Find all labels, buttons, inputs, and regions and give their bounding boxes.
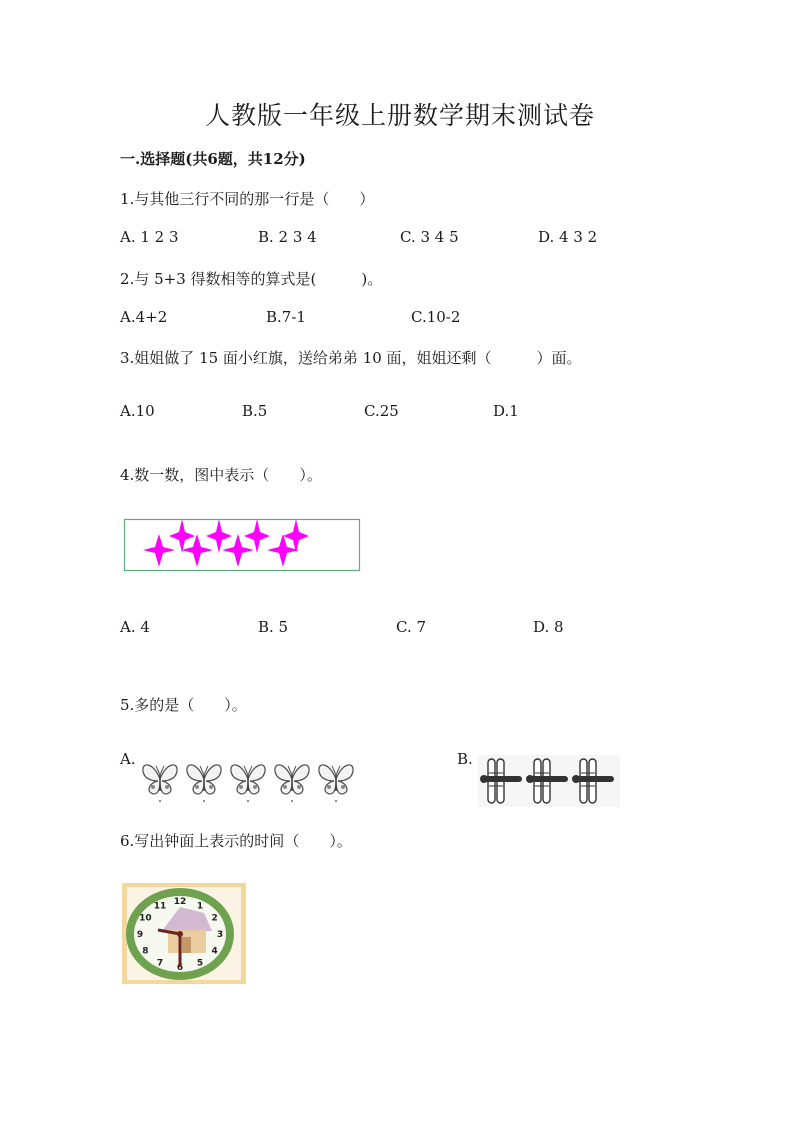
q3-option-b: B.5 [242, 402, 268, 420]
question-4: 4.数一数，图中表示（ ）。 [120, 466, 322, 484]
clock-number: 9 [136, 930, 144, 940]
q4-option-d: D. 8 [533, 618, 564, 636]
q2-option-a: A.4+2 [120, 308, 168, 326]
q5-option-a: A. [120, 750, 136, 768]
question-3: 3.姐姐做了 15 面小红旗，送给弟弟 10 面，姐姐还剩（ ）面。 [120, 349, 582, 367]
q3-option-d: D.1 [493, 402, 519, 420]
clock-number: 6 [176, 963, 184, 973]
butterfly-icon [275, 765, 309, 802]
q1-option-a: A. 1 2 3 [120, 228, 179, 246]
butterfly-icon [187, 765, 221, 802]
q3-option-a: A.10 [120, 402, 155, 420]
q1-option-d: D. 4 3 2 [538, 228, 598, 246]
clock-figure [122, 883, 246, 984]
stars-figure [124, 519, 361, 572]
clock-number: 3 [216, 930, 224, 940]
q4-option-a: A. 4 [120, 618, 150, 636]
clock-number: 2 [211, 913, 218, 924]
q4-option-c: C. 7 [396, 618, 427, 636]
clock-number: 12 [173, 897, 187, 907]
butterfly-icon [231, 765, 265, 802]
butterflies-figure [140, 757, 362, 807]
clock-number: 4 [211, 946, 218, 957]
butterfly-icon [143, 765, 177, 802]
butterfly-icon [319, 765, 353, 802]
q1-option-c: C. 3 4 5 [400, 228, 459, 246]
q3-option-c: C.25 [364, 402, 399, 420]
q5-option-b: B. [457, 750, 473, 768]
q2-option-c: C.10-2 [411, 308, 461, 326]
q4-option-b: B. 5 [258, 618, 289, 636]
question-2: 2.与 5+3 得数相等的算式是( )。 [120, 270, 383, 288]
q2-option-b: B.7-1 [266, 308, 306, 326]
question-5: 5.多的是（ ）。 [120, 696, 247, 714]
clock-number: 8 [142, 946, 149, 957]
clock-number: 10 [139, 913, 152, 924]
question-6: 6.写出钟面上表示的时间（ ）。 [120, 832, 352, 850]
clock-number: 11 [153, 901, 167, 912]
dragonflies-figure [478, 755, 620, 807]
page-title: 人教版一年级上册数学期末测试卷 [204, 101, 595, 130]
clock-number: 5 [196, 958, 204, 969]
clock-number: 7 [156, 958, 164, 969]
question-1: 1.与其他三行不同的那一行是（ ） [120, 190, 375, 208]
q1-option-b: B. 2 3 4 [258, 228, 317, 246]
clock-number: 1 [196, 901, 204, 912]
section-heading: 一.选择题(共6题，共12分) [120, 150, 306, 168]
